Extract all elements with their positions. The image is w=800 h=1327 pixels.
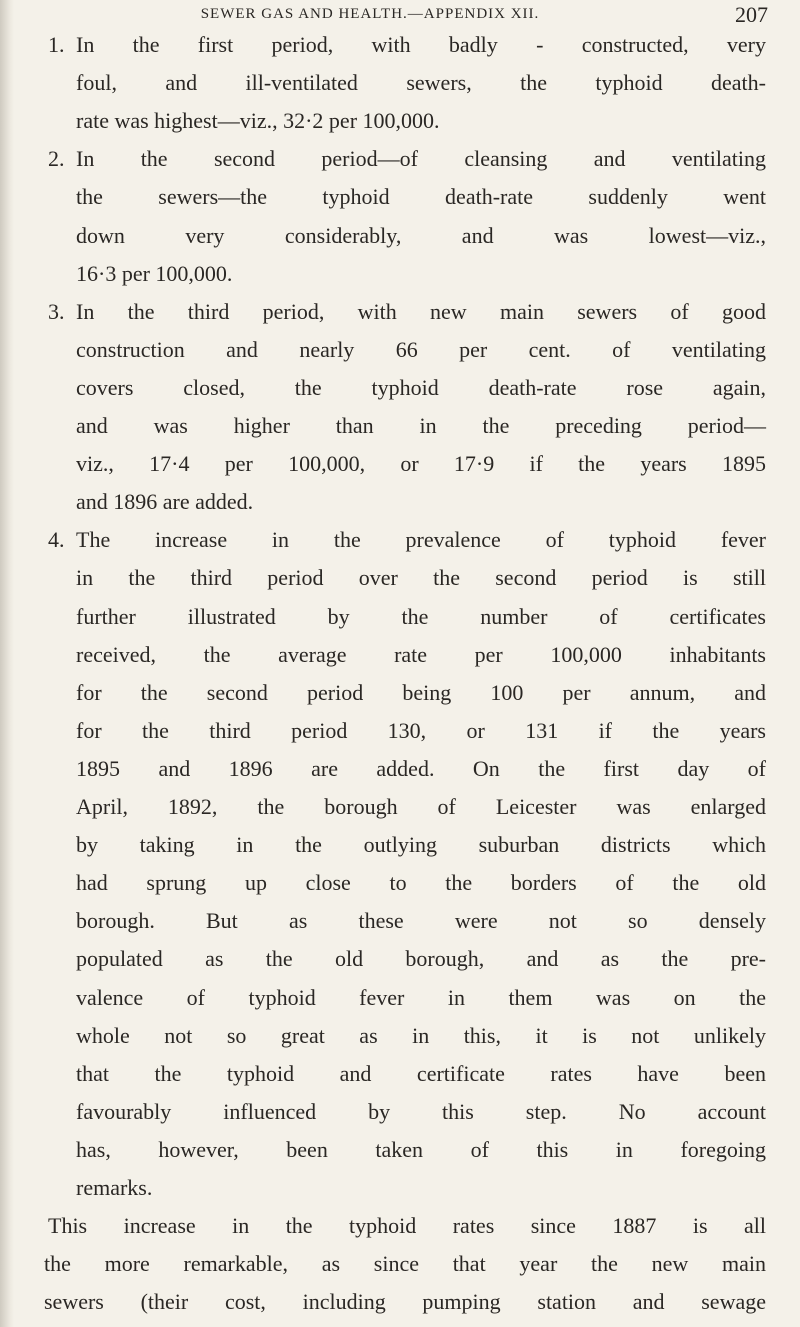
text-line: This increase in the typhoid rates since 1887 is all bbox=[48, 1213, 766, 1239]
text-line: for the second period being 100 per annum, and bbox=[76, 679, 766, 705]
text-line: viz., 17·4 per 100,000, or 17·9 if the years 1895 bbox=[76, 451, 766, 477]
text-line: the more remarkable, as since that year the new main bbox=[44, 1251, 766, 1277]
page-header bbox=[0, 4, 800, 30]
text-line: for the third period 130, or 131 if the years bbox=[76, 717, 766, 743]
text-line: by taking in the outlying suburban districts which bbox=[76, 832, 766, 858]
text-line: In the first period, with badly - constructed, very bbox=[76, 32, 766, 57]
text-line: that the typhoid and certificate rates have been bbox=[76, 1060, 766, 1086]
page-number: 207 bbox=[735, 2, 768, 27]
item-number: 3. bbox=[48, 298, 65, 324]
text-line: and 1896 are added. bbox=[76, 489, 254, 515]
item-number: 2. bbox=[48, 146, 65, 172]
text-line: sewers (their cost, including pumping station and sewage bbox=[44, 1289, 766, 1315]
text-line: further illustrated by the number of certificates bbox=[76, 603, 766, 629]
text-line: The increase in the prevalence of typhoid fever bbox=[76, 527, 766, 553]
text-line: the sewers—the typhoid death-rate suddenly went bbox=[76, 184, 766, 210]
text-line: and was higher than in the preceding period— bbox=[76, 413, 766, 438]
text-line: has, however, been taken of this in foregoing bbox=[76, 1136, 766, 1162]
text-line: in the third period over the second period is still bbox=[76, 565, 766, 591]
text-line: had sprung up close to the borders of the old bbox=[76, 870, 766, 896]
text-line: covers closed, the typhoid death-rate rose again, bbox=[76, 374, 766, 400]
text-line: April, 1892, the borough of Leicester was enlarged bbox=[76, 794, 766, 819]
text-line: valence of typhoid fever in them was on the bbox=[76, 984, 766, 1010]
text-line: In the third period, with new main sewers of good bbox=[76, 298, 766, 324]
text-line: foul, and ill-ventilated sewers, the typhoid death- bbox=[76, 70, 766, 96]
text-line: down very considerably, and was lowest—viz., bbox=[76, 222, 766, 248]
page-edge-shadow bbox=[0, 0, 14, 1327]
text-line: whole not so great as in this, it is not unlikely bbox=[76, 1022, 766, 1048]
text-line: rate was highest—viz., 32·2 per 100,000. bbox=[76, 108, 440, 134]
text-line: construction and nearly 66 per cent. of ventilating bbox=[76, 336, 766, 362]
text-line: 1895 and 1896 are added. On the first day of bbox=[76, 755, 766, 781]
text-line: populated as the old borough, and as the pre- bbox=[76, 946, 766, 972]
item-number: 1. bbox=[48, 32, 65, 57]
text-line: In the second period—of cleansing and ventilating bbox=[76, 146, 766, 172]
text-line: received, the average rate per 100,000 inhabitants bbox=[76, 641, 766, 667]
item-number: 4. bbox=[48, 527, 65, 553]
running-title: SEWER GAS AND HEALTH.—APPENDIX XII. bbox=[200, 6, 540, 22]
text-line: 16·3 per 100,000. bbox=[76, 260, 233, 286]
text-line: borough. But as these were not so densely bbox=[76, 908, 766, 934]
text-line: remarks. bbox=[76, 1175, 153, 1200]
text-line: favourably influenced by this step. No account bbox=[76, 1098, 766, 1124]
